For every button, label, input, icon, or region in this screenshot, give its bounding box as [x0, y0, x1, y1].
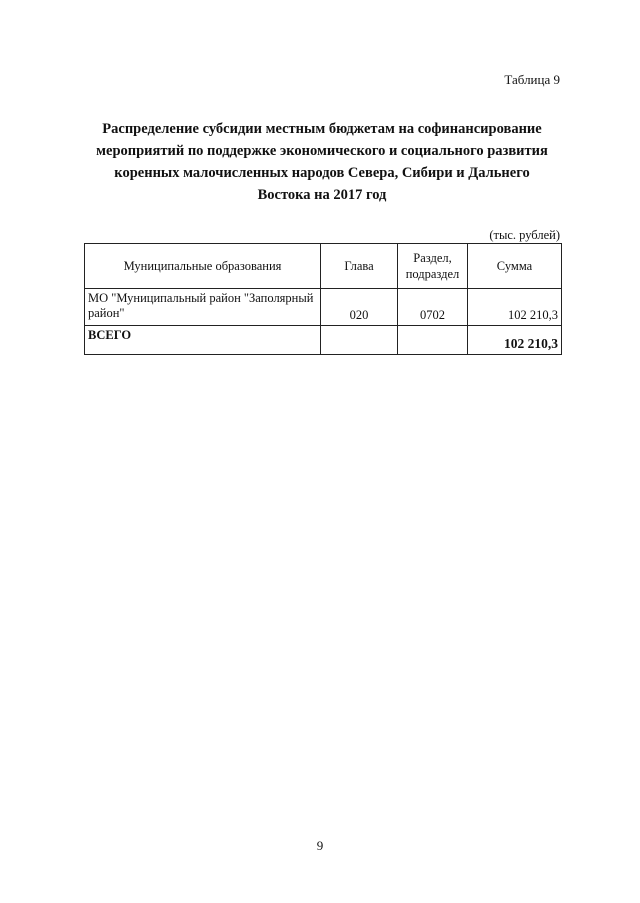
title-line: мероприятий по поддержке экономического и социального развития	[96, 143, 548, 159]
title-line: Распределение субсидии местным бюджетам на софинансирование	[102, 121, 542, 137]
header-section: Раздел, подраздел	[398, 244, 468, 289]
cell-sum: 102 210,3	[468, 289, 562, 326]
total-row	[85, 326, 562, 355]
cell-chapter: 020	[321, 289, 398, 326]
total-chapter-empty	[321, 326, 398, 355]
title-line: коренных малочисленных народов Севера, Сибири и Дальнего	[114, 165, 530, 181]
title-line: Востока на 2017 год	[257, 187, 387, 203]
cell-municipality: МО "Муниципальный район "Заполярный район"	[85, 289, 321, 326]
header-sum: Сумма	[468, 244, 562, 289]
units-note: (тыс. рублей)	[489, 228, 560, 242]
table-row	[85, 289, 562, 326]
total-sum: 102 210,3	[468, 326, 562, 355]
document-title	[84, 118, 560, 206]
subsidy-table	[84, 243, 562, 355]
page-number: 9	[316, 838, 324, 853]
total-section-empty	[398, 326, 468, 355]
total-label: ВСЕГО	[85, 326, 321, 355]
header-chapter: Глава	[321, 244, 398, 289]
table-header-row	[85, 244, 562, 289]
table-number-label: Таблица 9	[504, 72, 560, 87]
header-municipality: Муниципальные образования	[85, 244, 321, 289]
cell-section: 0702	[398, 289, 468, 326]
